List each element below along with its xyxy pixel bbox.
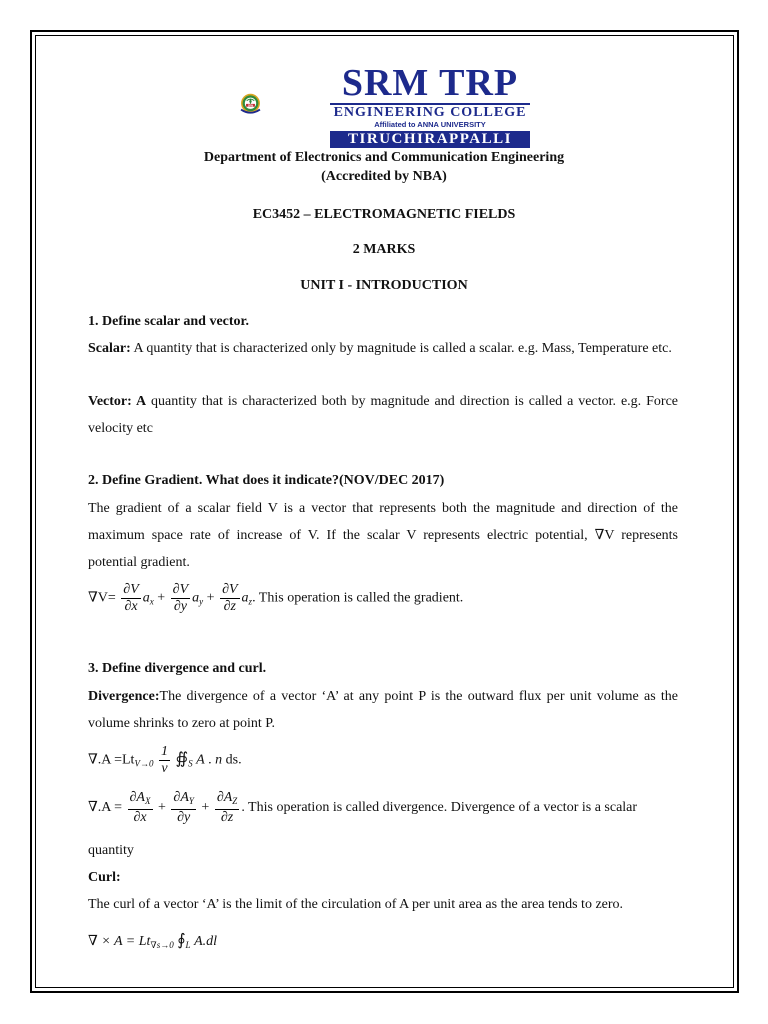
scalar-label: Scalar: [88,341,131,356]
divergence-definition [88,683,678,737]
scalar-definition [88,335,678,362]
divergence-label: Divergence: [88,689,160,704]
curl-eq-tail: A.dl [194,934,218,949]
college-seal-logo [236,66,328,138]
logo-city: TIRUCHIRAPPALLI [330,131,530,148]
curl-eq-lhs: ∇ × A = Lt [88,934,151,949]
logo-subtitle: ENGINEERING COLLEGE [330,103,530,120]
course-title: EC3452 – ELECTROMAGNETIC FIELDS [252,207,516,222]
vector-definition [88,388,678,442]
divergence-text: The divergence of a vector ‘A’ at any point P is the outward flux per unit volume as the volume shrinks to zero at point P. [88,689,678,731]
div-eq1-lhs: ∇.A =Lt [88,752,135,768]
gradient-eq-lhs: ∇V= [88,590,116,606]
question-2-heading: 2. Define Gradient. What does it indicate?(NOV/DEC 2017) [88,473,445,488]
question-3-heading: 3. Define divergence and curl. [88,661,267,676]
divergence-note-continued: quantity [88,843,134,858]
logo-title: SRM TRP [341,62,519,104]
college-logo-text [330,64,530,148]
logo-affiliation: Affiliated to ANNA UNIVERSITY [374,120,486,129]
question-1-heading: 1. Define scalar and vector. [88,314,249,329]
vector-text: quantity that is characterized both by magnitude and direction is called a vector. e.g. Force velocity etc [88,394,678,436]
vector-label: Vector: A [88,394,147,409]
unit-title: UNIT I - INTRODUCTION [300,278,468,293]
div-eq2-note: . This operation is called divergence. Divergence of a vector is a scalar [241,800,638,816]
curl-label: Curl: [88,870,121,885]
marks-label: 2 MARKS [352,242,416,257]
gradient-definition: The gradient of a scalar field V is a vector that represents both the magnitude and direction of the maximum space rate of increase of V. If the scalar V represents electric potential, ∇V represents potential gradient. [88,501,678,570]
scalar-text: A quantity that is characterized only by magnitude is called a scalar. e.g. Mass, Temperature etc. [130,341,672,356]
curl-equation: ∇ × $A = Lt_{\nabla s\to 0}$ $∮_L$ A.dl [88,932,218,950]
gradient-equation: ∇V= $\frac{\partial V}{\partial x}$ $a_x$ + $\frac{\partial V}{\partial y}$ $a_y$ + $\frac{\partial V}{\partial z}$ $a_z$. This operation is called the gradient. [88,582,464,614]
seal-text: SRM [247,104,254,108]
divergence-limit-equation: $\nabla.A =Lt_{V\to 0}$ $\frac{1}{v}$ $∯_S$ A . n ds. [88,744,242,776]
div-eq2-lhs: ∇.A = [88,800,123,816]
divergence-equation: ∇.A = $\frac{\partial A_X}{\partial x}$ + $\frac{\partial A_Y}{\partial y}$ + $\frac{\partial A_Z}{\partial z}$ . This operation is called divergence. Divergence of a vector is a scalar [88,790,638,825]
department-name: Department of Electronics and Communication Engineering [203,150,565,165]
gradient-eq-note: . This operation is called the gradient. [252,590,464,606]
curl-definition: The curl of a vector ‘A’ is the limit of the circulation of A per unit area as the area tends to zero. [88,897,624,912]
div-eq1-tail: ds. [225,752,242,768]
accreditation: (Accredited by NBA) [321,169,447,184]
